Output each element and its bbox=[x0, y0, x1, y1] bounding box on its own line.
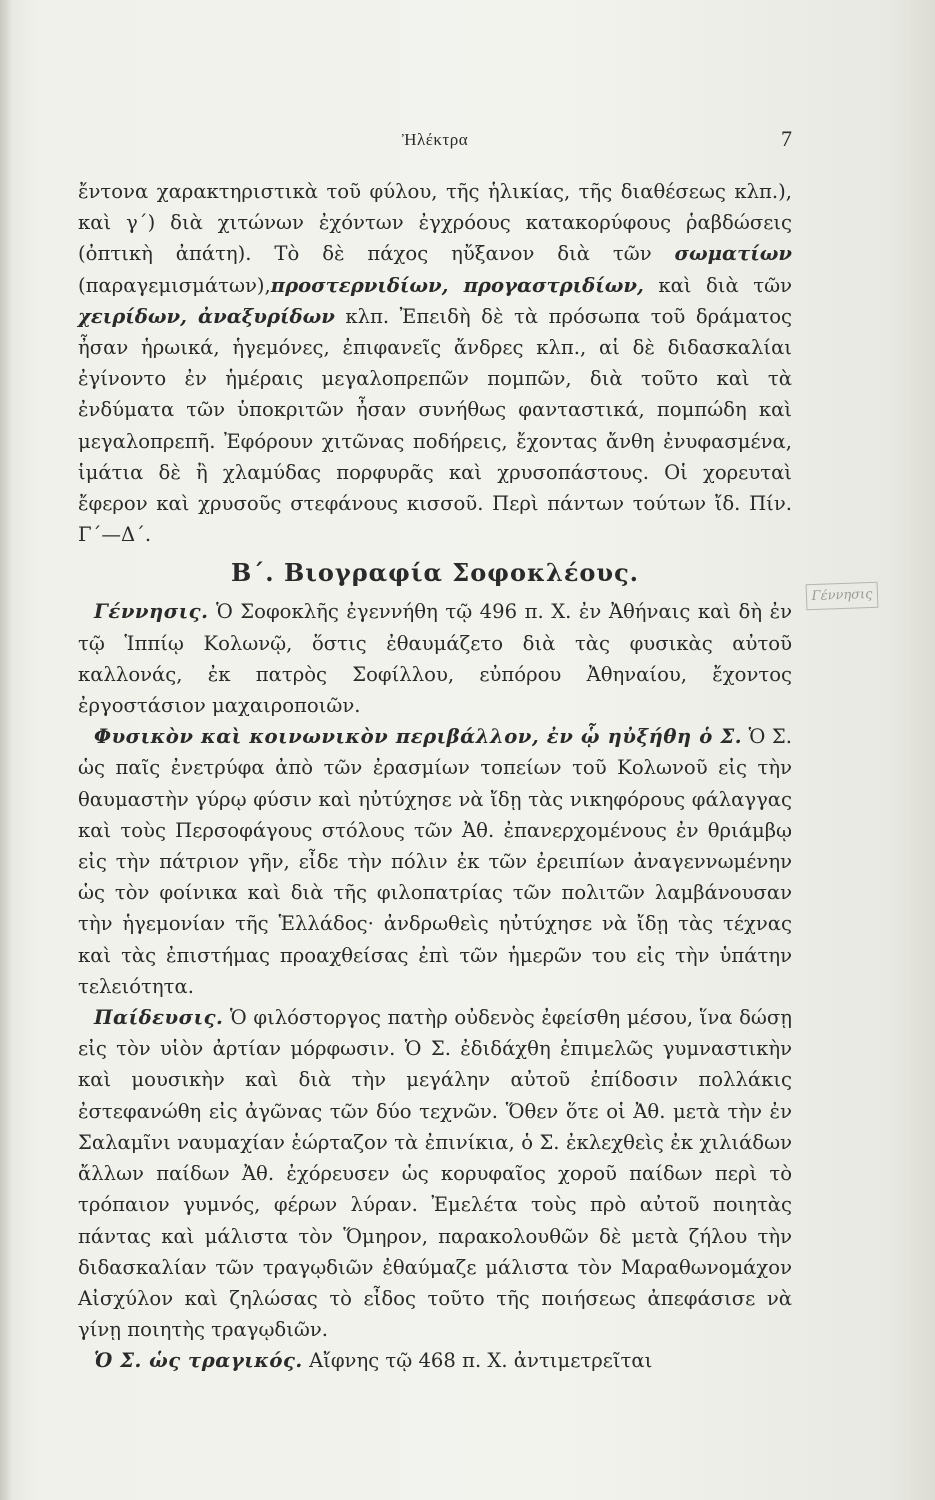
margin-stamp: Γέννησις bbox=[806, 582, 879, 610]
term-sleeves: χειρίδων, ἀναξυρίδων bbox=[78, 304, 335, 328]
body-text bbox=[78, 176, 792, 1377]
page-binding-shadow bbox=[0, 0, 12, 1500]
term-somatia: σωματίων bbox=[674, 242, 792, 266]
paragraph-lead: Παίδευσις. bbox=[94, 1006, 224, 1030]
paragraph-text: ἔντονα χαρακτηριστικὰ τοῦ φύλου, τῆς ἡλικίας, τῆς διαθέσεως κλπ.), καὶ γ΄) διὰ χιτώνων ἐχόντων ἐγχρόους κατακορύφους ῥαβδώσεις (ὀπτικὴ ἀπάτη). Τὸ δὲ πάχος ηὔξανον διὰ τῶν bbox=[78, 180, 792, 266]
paragraph-environment bbox=[78, 721, 792, 1002]
paragraph-lead: Φυσικὸν καὶ κοινωνικὸν περιβάλλον, ἐν ᾧ ηὐξήθη ὁ Σ. bbox=[94, 725, 743, 749]
paragraph-text: Ὁ Σοφοκλῆς ἐγεννήθη τῷ 496 π. Χ. ἐν Ἀθήναις καὶ δὴ ἐν τῷ Ἱππίῳ Κολωνῷ, ὅστις ἐθαυμάζετο διὰ τὰς φυσικὰς αὐτοῦ καλλονάς, ἐκ πατρὸς Σοφίλλου, εὐπόρου Ἀθηναίου, ἔχοντος ἐργοστάσιον μαχαιροποιῶν. bbox=[78, 600, 792, 718]
paragraph-text: κλπ. Ἐπειδὴ δὲ τὰ πρόσωπα τοῦ δράματος ἦσαν ἡρωικά, ἡγεμόνες, ἐπιφανεῖς ἄνδρες κλπ., αἱ δὲ διδασκαλίαι ἐγίνοντο ἐν ἡμέραις μεγαλοπρεπῶν πομπῶν, διὰ τοῦτο καὶ τὰ ἐνδύματα τῶν ὑποκριτῶν ἦσαν συνήθως φανταστικά, πομπώδη καὶ μεγαλοπρεπῆ. Ἐφόρουν χιτῶνας ποδήρεις, ἔχοντας ἄνθη ἐνυφασμένα, ἱμάτια δὲ ἢ χλαμύδας πορφυρᾶς καὶ χρυσοπάστους. Οἱ χορευταὶ ἔφερον καὶ χρυσοῦς στεφάνους κισσοῦ. Περὶ πάντων τούτων ἴδ. Πίν. Γ΄—Δ΄. bbox=[78, 304, 792, 547]
paragraph-lead: Γέννησις. bbox=[94, 600, 209, 624]
paragraph-text: Ὁ Σ. ὡς παῖς ἐνετρύφα ἀπὸ τῶν ἐρασμίων τοπείων τοῦ Κολωνοῦ εἰς τὴν θαυμαστὴν γύρῳ φύσιν καὶ ηὐτύχησε νὰ ἴδῃ τὰς νικηφόρους φάλαγγας καὶ τοὺς Περσοφάγους στόλους τῶν Ἀθ. ἐπανερχομένους ἐν θριάμβῳ εἰς τὴν πάτριον γῆν, εἶδε τὴν πόλιν ἐκ τῶν ἐρειπίων ἀναγεννωμένην ὡς τὸν φοίνικα καὶ διὰ τῆς φιλοπατρίας τῶν πολιτῶν λαμβάνουσαν τὴν ἡγεμονίαν τῆς Ἑλλάδος· ἀνδρωθεὶς ηὐτύχησε νὰ ἴδῃ τὰς τέχνας καὶ τὰς ἐπιστήμας προαχθείσας ἐπὶ τῶν ἡμερῶν του εἰς τὴν ὑπάτην τελειότητα. bbox=[78, 725, 792, 998]
term-padding: προστερνιδίων, προγαστριδίων, bbox=[270, 273, 644, 297]
paragraph-text: καὶ διὰ τῶν bbox=[643, 273, 792, 297]
page-number: 7 bbox=[781, 126, 792, 151]
page-header bbox=[78, 126, 792, 160]
paragraph-costumes bbox=[78, 176, 792, 550]
paragraph-tragedian bbox=[78, 1345, 792, 1376]
paragraph-education bbox=[78, 1002, 792, 1345]
paragraph-text: Ὁ φιλόστοργος πατὴρ οὐδενὸς ἐφείσθη μέσου, ἵνα δώσῃ εἰς τὸν υἱὸν ἀρτίαν μόρφωσιν. Ὁ Σ. ἐδιδάχθη ἐπιμελῶς γυμναστικὴν καὶ μουσικὴν καὶ διὰ τὴν μεγάλην αὐτοῦ ἐπίδοσιν πολλάκις ἐστεφανώθη εἰς ἀγῶνας τῶν δύο τεχνῶν. Ὅθεν ὅτε οἱ Ἀθ. μετὰ τὴν ἐν Σαλαμῖνι ναυμαχίαν ἑώρταζον τὰ ἐπινίκια, ὁ Σ. ἐκλεχθεὶς ἐκ χιλιάδων ἄλλων παίδων Ἀθ. ἐχόρευσεν ὡς κορυφαῖος χοροῦ παίδων περὶ τὸ τρόπαιον γυμνός, φέρων λύραν. Ἐμελέτα τοὺς πρὸ αὐτοῦ ποιητὰς πάντας καὶ μάλιστα τὸν Ὅμηρον, παρακολουθῶν δὲ μετὰ ζήλου τὴν διδασκαλίαν τῶν τραγῳδιῶν ἐθαύμαζε μάλιστα τὸν Μαραθωνομάχον Αἰσχύλον καὶ ζηλώσας τὸ εἶδος τοῦτο τῆς ποιήσεως ἀπεφάσισε νὰ γίνῃ ποιητὴς τραγῳδιῶν. bbox=[78, 1006, 792, 1342]
section-title: Β΄. Βιογραφία Σοφοκλέους. bbox=[230, 558, 640, 588]
paragraph-text: Αἴφνης τῷ 468 π. Χ. ἀντιμετρεῖται bbox=[302, 1349, 653, 1373]
running-title: Ἠλέκτρα bbox=[401, 130, 469, 149]
paragraph-lead: Ὁ Σ. ὡς τραγικός. bbox=[94, 1349, 303, 1373]
paragraph-birth bbox=[78, 596, 792, 721]
paragraph-text: (παραγεμισμάτων), bbox=[78, 273, 271, 297]
